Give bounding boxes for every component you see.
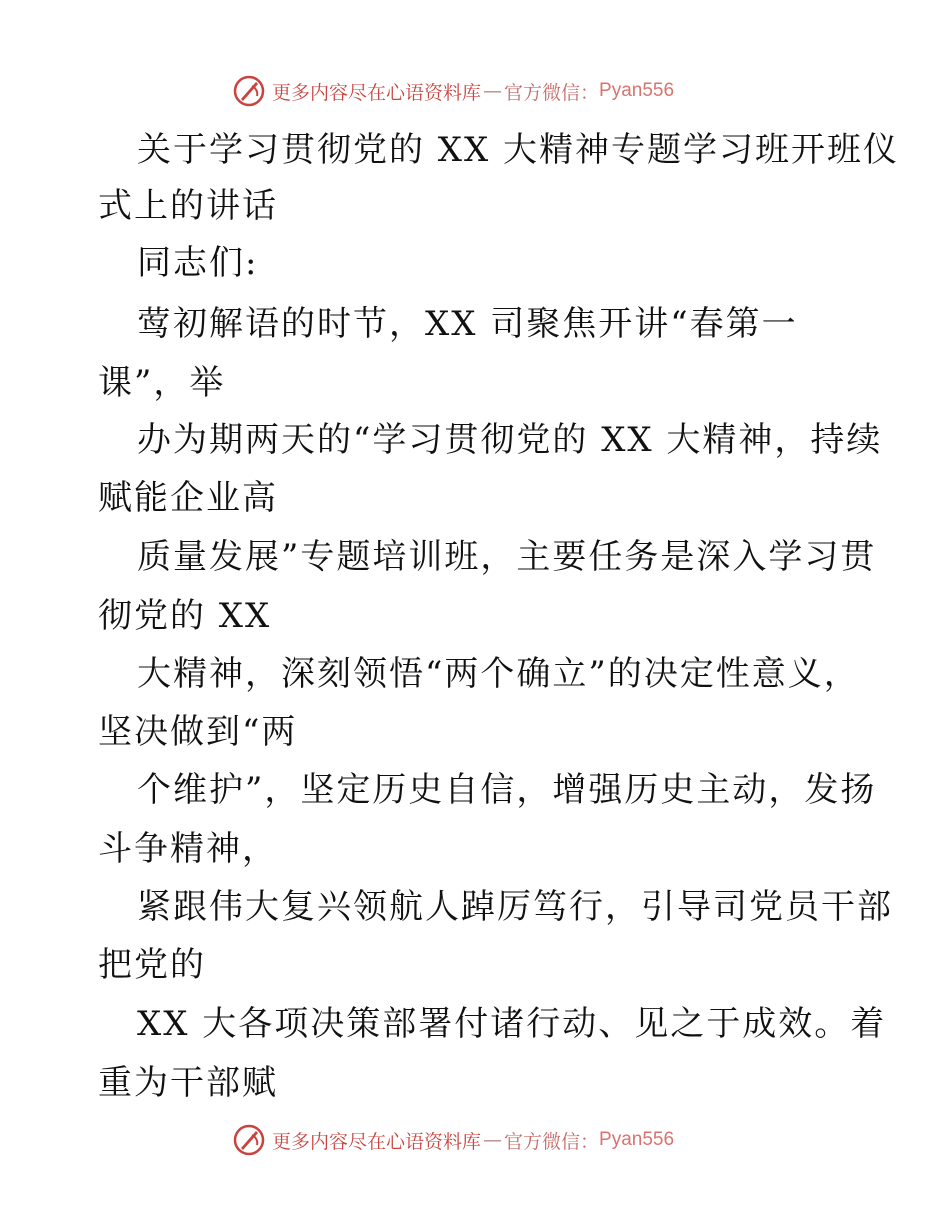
paragraph-line: 斗争精神， bbox=[98, 829, 278, 869]
paragraph-line: 重为干部赋 bbox=[98, 1063, 278, 1103]
paragraph-line: 个维护”，坚定历史自信，增强历史主动，发扬 bbox=[137, 770, 877, 810]
paragraph-line: 大精神，深刻领悟“两个确立”的决定性意义， bbox=[137, 654, 860, 694]
paragraph-line: XX 大各项决策部署付诸行动、见之于成效。着 bbox=[137, 1004, 887, 1044]
quill-pen-logo-icon bbox=[232, 74, 266, 108]
watermark-account: Pyan556 bbox=[599, 1129, 675, 1150]
watermark-separator: — bbox=[483, 1129, 503, 1151]
paragraph-line: 坚决做到“两 bbox=[98, 712, 298, 752]
watermark-wechat-label: 官方微信： bbox=[504, 81, 600, 104]
salutation: 同志们: bbox=[137, 243, 259, 283]
paragraph-line: 质量发展”专题培训班，主要任务是深入学习贯 bbox=[137, 537, 877, 577]
paragraph-line: 把党的 bbox=[98, 945, 206, 985]
watermark-wechat-label: 官方微信： bbox=[504, 1130, 600, 1153]
quill-pen-logo-icon bbox=[232, 1123, 266, 1157]
paragraph-line: 莺初解语的时节，XX 司聚焦开讲“春第一 bbox=[137, 304, 798, 344]
watermark-separator: — bbox=[483, 80, 503, 102]
paragraph-line: 课”，举 bbox=[98, 363, 226, 403]
paragraph-line: 彻党的 XX bbox=[98, 596, 272, 636]
title-line-2: 式上的讲话 bbox=[98, 186, 278, 226]
title-line-1: 关于学习贯彻党的 XX 大精神专题学习班开班仪 bbox=[137, 130, 900, 170]
paragraph-line: 办为期两天的“学习贯彻党的 XX 大精神，持续 bbox=[137, 420, 883, 460]
paragraph-line: 紧跟伟大复兴领航人踔厉笃行，引导司党员干部 bbox=[137, 887, 893, 927]
watermark-brand: 更多内容尽在心语资料库 bbox=[272, 1130, 482, 1153]
paragraph-line: 赋能企业高 bbox=[98, 478, 278, 518]
watermark-brand: 更多内容尽在心语资料库 bbox=[272, 81, 482, 104]
watermark-account: Pyan556 bbox=[599, 80, 675, 101]
header-watermark bbox=[232, 73, 674, 109]
footer-watermark bbox=[232, 1122, 674, 1158]
